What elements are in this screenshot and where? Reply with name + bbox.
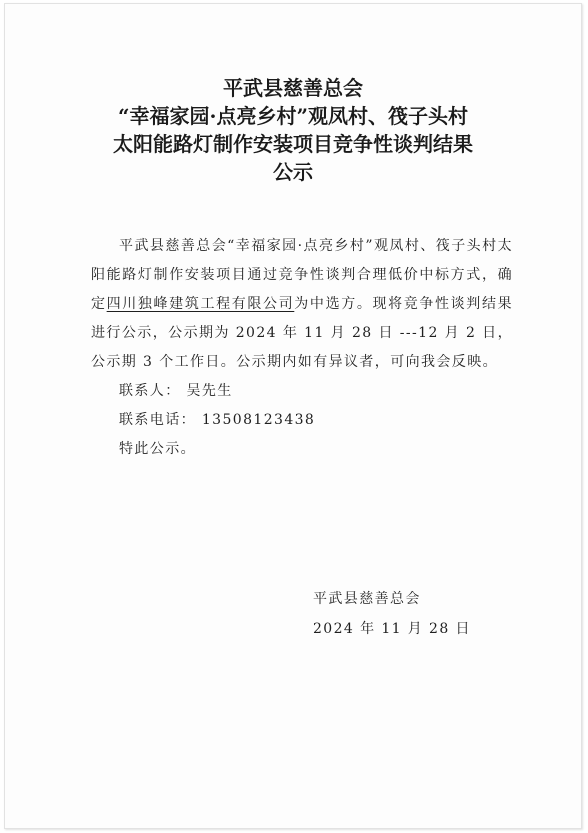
- signature-date: 2024 年 11 月 28 日: [313, 621, 471, 637]
- signature-block: [313, 584, 471, 644]
- title-line-project-name: “幸福家园·点亮乡村”观凤村、筏子头村: [118, 104, 468, 128]
- title-line-project-subject: 太阳能路灯制作安装项目竞争性谈判结果: [113, 132, 473, 156]
- contact-person-line: [91, 377, 513, 406]
- winning-company: 四川独峰建筑工程有限公司: [106, 296, 295, 312]
- closing-line: 特此公示。: [119, 441, 196, 457]
- phone-label: 联系电话：: [119, 412, 196, 428]
- title-line-organization: 平武县慈善总会: [223, 76, 363, 100]
- document-title: [5, 74, 581, 186]
- signature-organization: 平武县慈善总会: [313, 591, 421, 607]
- phone-number: 13508123438: [201, 412, 316, 428]
- title-line-notice: 公示: [273, 160, 313, 184]
- document-page: [4, 3, 582, 829]
- paragraph-text-before: 平武县慈善总会“幸福家园·点亮乡村”观凤村、筏子头村太阳能路灯制作安装项目通过竞争性谈判合理低价中标方式，确定: [91, 238, 513, 312]
- contact-label: 联系人：: [119, 383, 181, 399]
- contact-name: 吴先生: [186, 383, 233, 399]
- paragraph-text-after: 为中选方。现将竞争性谈判结果进行公示，公示期为 2024 年 11 月 28 日 ---12 月 2 日，公示期 3 个工作日。公示期内如有异议者，可向我会反映。: [91, 296, 513, 370]
- document-body: [91, 232, 513, 464]
- main-paragraph: [91, 232, 513, 377]
- contact-phone-line: [91, 406, 513, 435]
